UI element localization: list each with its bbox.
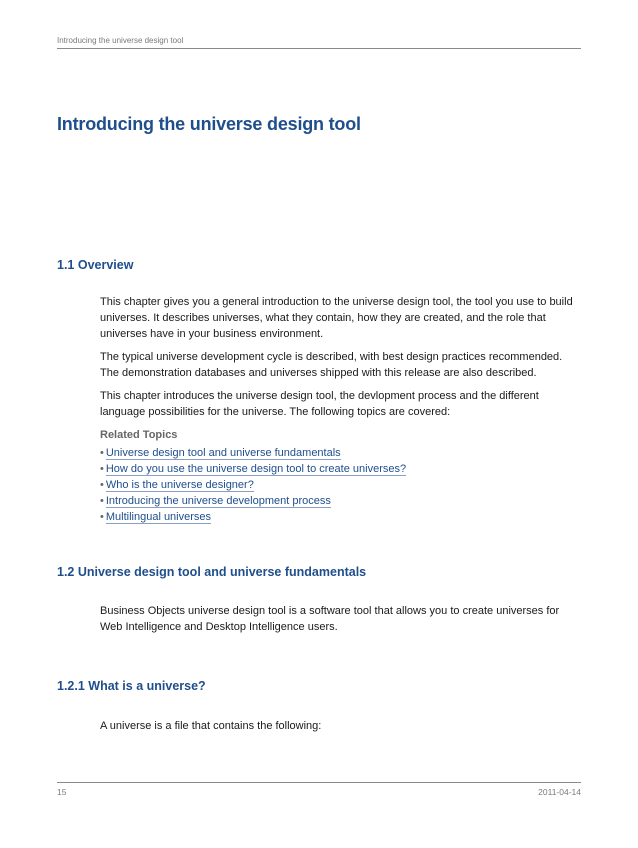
related-topic-link[interactable]: Who is the universe designer?: [105, 479, 254, 491]
related-topic-link[interactable]: Multilingual universes: [105, 511, 212, 523]
what-is-universe-paragraph: A universe is a file that contains the following:: [100, 720, 322, 732]
fundamentals-paragraph: Business Objects universe design tool is a software tool that allows you to create universes for Web Intelligence and Desktop Intelligence users.: [100, 605, 560, 633]
related-topic-link[interactable]: How do you use the universe design tool to create universes?: [105, 463, 407, 475]
running-header: Introducing the universe design tool: [57, 36, 581, 49]
what-is-universe-body: [100, 718, 584, 741]
overview-paragraph: The typical universe development cycle is described, with best design practices recommended. The demonstration databases and universes shipped with this release are also described.: [100, 351, 563, 379]
overview-body: [100, 294, 584, 525]
overview-paragraph: This chapter gives you a general introduction to the universe design tool, the tool you use to build universes. It describes universes, what they contain, how they are created, and the role that universes have in your business environment.: [100, 296, 573, 340]
related-topics-title: Related Topics: [100, 429, 178, 441]
related-topic-item: [100, 445, 584, 461]
bullet-icon: •: [100, 495, 104, 507]
section-heading-fundamentals: 1.2 Universe design tool and universe fundamentals: [57, 565, 367, 579]
chapter-title: Introducing the universe design tool: [57, 114, 361, 134]
bullet-icon: •: [100, 463, 104, 475]
related-topic-item: [100, 509, 584, 525]
bullet-icon: •: [100, 511, 104, 523]
related-topics-list: [100, 445, 584, 525]
bullet-icon: •: [100, 447, 104, 459]
related-topic-item: [100, 461, 584, 477]
related-topic-item: [100, 477, 584, 493]
section-heading-what-is-universe: 1.2.1 What is a universe?: [57, 679, 206, 693]
related-topic-link[interactable]: Introducing the universe development process: [105, 495, 331, 507]
overview-paragraph: This chapter introduces the universe design tool, the devlopment process and the different language possibilities for the universe. The following topics are covered:: [100, 390, 539, 418]
page-date: 2011-04-14: [538, 787, 581, 797]
related-topic-link[interactable]: Universe design tool and universe fundamentals: [105, 447, 341, 459]
footer-rule: [57, 782, 581, 783]
section-heading-overview: 1.1 Overview: [57, 258, 134, 272]
fundamentals-body: [100, 603, 584, 642]
bullet-icon: •: [100, 479, 104, 491]
related-topic-item: [100, 493, 584, 509]
page-number: 15: [57, 787, 67, 797]
